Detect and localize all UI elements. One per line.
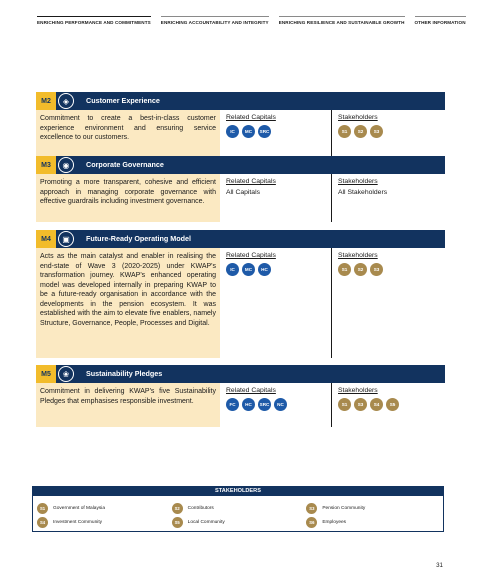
- capital-badge: NC: [274, 398, 287, 411]
- stakeholders-legend: [32, 486, 444, 532]
- related-capitals: [220, 174, 332, 222]
- legend-item: [306, 517, 441, 528]
- section-tag: M2: [36, 92, 56, 110]
- legend-badge: S1: [37, 503, 48, 514]
- stakeholder-badge: S3: [370, 263, 383, 276]
- stakeholder-badge: S1: [338, 125, 351, 138]
- section-header-bar: [36, 156, 445, 174]
- capital-badge: MC: [242, 125, 255, 138]
- section-header-bar: [36, 365, 445, 383]
- legend-title: STAKEHOLDERS: [33, 487, 443, 496]
- legend-badge: S6: [306, 517, 317, 528]
- nav-accountability[interactable]: ENRICHING ACCOUNTABILITY AND INTEGRITY: [161, 16, 269, 30]
- legend-item: [172, 517, 307, 528]
- section-description: Acts as the main catalyst and enabler in realising the end-state of Wave 3 (2020-2025) under KWAP's transformation journey. KWAP's enhanced operating model was developed internally in preparing KWAP to be a future-ready organisation in accordance with the developments in the pension ecosystem. It was established with the aim to elevate five enablers, namely Structure, Governance, People, Processes and Digital.: [36, 248, 220, 358]
- stakeholder-badge: S5: [386, 398, 399, 411]
- related-capitals: [220, 110, 332, 158]
- legend-label: Government of Malaysia: [53, 505, 105, 511]
- legend-label: Local Community: [187, 519, 225, 525]
- legend-item: [37, 503, 172, 514]
- related-capitals: [220, 383, 332, 427]
- section-title: Customer Experience: [86, 96, 160, 105]
- stakeholder-badge: S3: [354, 398, 367, 411]
- section-m4: [36, 230, 445, 358]
- stakeholders-heading: Stakeholders: [338, 178, 378, 185]
- governance-people-icon: ◉: [58, 157, 74, 173]
- stakeholders: [332, 383, 445, 427]
- stakeholders-text: All Stakeholders: [338, 189, 388, 196]
- operating-model-icon: ▣: [58, 231, 74, 247]
- section-header-bar: [36, 230, 445, 248]
- capital-badge: SRC: [258, 125, 271, 138]
- section-title: Future-Ready Operating Model: [86, 234, 192, 243]
- stakeholder-badge: S1: [338, 398, 351, 411]
- capital-badge: MC: [242, 263, 255, 276]
- legend-label: Contributors: [187, 505, 214, 511]
- stakeholder-badge: S3: [370, 125, 383, 138]
- legend-badge: S4: [37, 517, 48, 528]
- related-capitals-heading: Related Capitals: [226, 252, 276, 259]
- stakeholders: [332, 174, 445, 222]
- section-tag: M3: [36, 156, 56, 174]
- legend-badge: S3: [306, 503, 317, 514]
- page-number: 31: [436, 562, 443, 569]
- stakeholders: [332, 248, 445, 358]
- legend-badge: S5: [172, 517, 183, 528]
- top-navigation: [37, 16, 466, 30]
- legend-label: Pension Community: [322, 505, 366, 511]
- related-capitals-heading: Related Capitals: [226, 178, 276, 185]
- stakeholders-heading: Stakeholders: [338, 114, 378, 121]
- capital-badge: HC: [258, 263, 271, 276]
- nav-other-information[interactable]: OTHER INFORMATION: [415, 16, 466, 30]
- nav-performance[interactable]: ENRICHING PERFORMANCE AND COMMITMENTS: [37, 16, 151, 30]
- section-m2: [36, 92, 445, 158]
- stakeholders: [332, 110, 445, 158]
- section-description: Commitment to create a best-in-class customer experience environment and ensuring service excellence to our customers.: [36, 110, 220, 158]
- stakeholder-badge: S2: [354, 125, 367, 138]
- related-capitals: [220, 248, 332, 358]
- related-capitals-text: All Capitals: [226, 189, 260, 196]
- capital-badge: FC: [226, 398, 239, 411]
- capital-badge: SRC: [258, 398, 271, 411]
- section-title: Sustainability Pledges: [86, 369, 163, 378]
- section-m3: [36, 156, 445, 222]
- stakeholders-heading: Stakeholders: [338, 252, 378, 259]
- section-m5: [36, 365, 445, 427]
- section-header-bar: [36, 92, 445, 110]
- pledge-hands-icon: ❀: [58, 366, 74, 382]
- capital-badge: IC: [226, 263, 239, 276]
- customer-handshake-icon: ◈: [58, 93, 74, 109]
- section-description: Promoting a more transparent, cohesive and efficient approach in managing corporate governance with effective guardrails including investment governance.: [36, 174, 220, 222]
- nav-resilience[interactable]: ENRICHING RESILIENCE AND SUSTAINABLE GROWTH: [279, 16, 405, 30]
- section-tag: M4: [36, 230, 56, 248]
- section-tag: M5: [36, 365, 56, 383]
- stakeholders-heading: Stakeholders: [338, 387, 378, 394]
- legend-item: [37, 517, 172, 528]
- legend-badge: S2: [172, 503, 183, 514]
- legend-label: Employees: [322, 519, 347, 525]
- legend-item: [172, 503, 307, 514]
- legend-label: Investment Community: [53, 519, 103, 525]
- related-capitals-heading: Related Capitals: [226, 114, 276, 121]
- stakeholder-badge: S2: [354, 263, 367, 276]
- stakeholder-badge: S4: [370, 398, 383, 411]
- section-description: Commitment in delivering KWAP's five Sustainability Pledges that emphasises responsible investment.: [36, 383, 220, 427]
- section-title: Corporate Governance: [86, 160, 164, 169]
- legend-item: [306, 503, 441, 514]
- capital-badge: IC: [226, 125, 239, 138]
- related-capitals-heading: Related Capitals: [226, 387, 276, 394]
- capital-badge: HC: [242, 398, 255, 411]
- stakeholder-badge: S1: [338, 263, 351, 276]
